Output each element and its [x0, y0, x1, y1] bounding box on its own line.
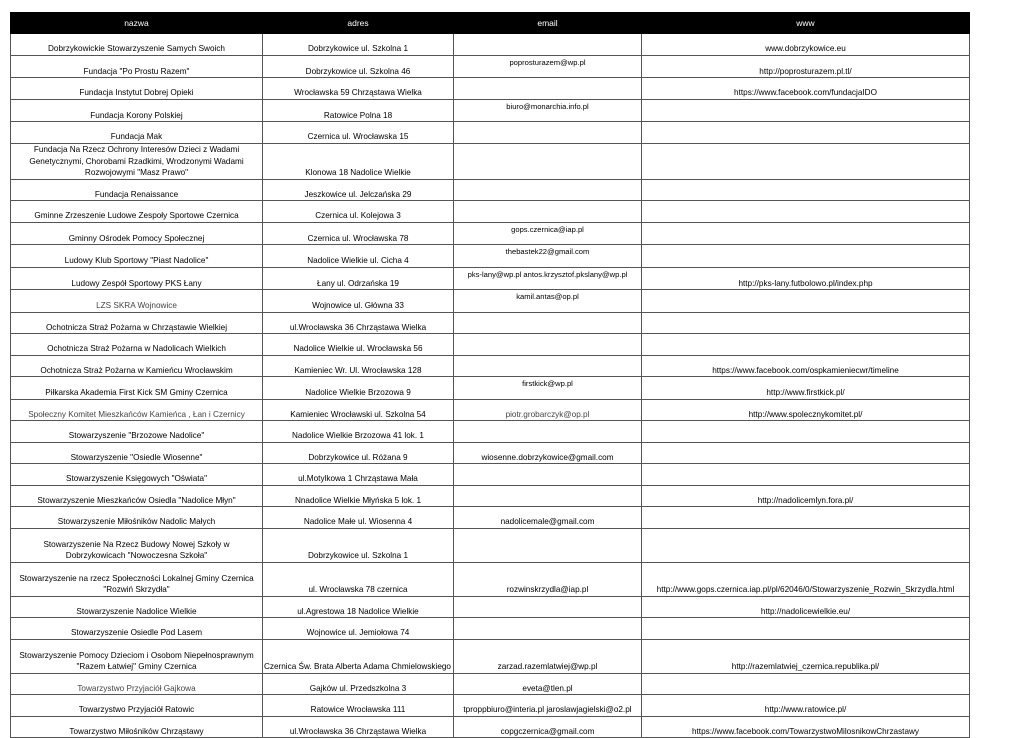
cell-www: http://www.firstkick.pl/ [642, 377, 970, 400]
cell-adres: Nnadolice Wielkie Młyńska 5 lok. 1 [263, 485, 454, 507]
table-row [11, 34, 970, 56]
cell-nazwa: Stowarzyszenie Mieszkańców Osiedla "Nadolice Młyn" [11, 485, 263, 507]
table-row [11, 485, 970, 507]
cell-email: tproppbiuro@interia.pl jaroslawjagielski@o2.pl [454, 695, 642, 717]
cell-email [454, 143, 642, 179]
cell-www [642, 122, 970, 144]
table-row [11, 528, 970, 562]
cell-email: biuro@monarchia.info.pl [454, 99, 642, 122]
cell-email: kamil.antas@op.pl [454, 290, 642, 313]
cell-email: zarzad.razemlatwiej@wp.pl [454, 639, 642, 673]
cell-nazwa: Stowarzyszenie "Osiedle Wiosenne" [11, 442, 263, 464]
cell-www [642, 99, 970, 122]
table-row [11, 122, 970, 144]
cell-adres: Kamieniec Wr. Ul. Wrocławska 128 [263, 355, 454, 377]
cell-nazwa: Stowarzyszenie Osiedle Pod Lasem [11, 618, 263, 640]
cell-www [642, 507, 970, 529]
cell-email [454, 618, 642, 640]
cell-adres: Ratowice Wrocławska 111 [263, 695, 454, 717]
cell-adres: ul. Wrocławska 78 czernica [263, 562, 454, 596]
cell-www: http://www.spolecznykomitet.pl/ [642, 399, 970, 421]
cell-www [642, 334, 970, 356]
cell-adres: Czernica ul. Kolejowa 3 [263, 201, 454, 223]
table-row [11, 562, 970, 596]
cell-nazwa: Ochotnicza Straż Pożarna w Chrząstawie Wielkiej [11, 312, 263, 334]
header-adres: adres [263, 13, 454, 34]
table-row [11, 596, 970, 618]
cell-adres: Klonowa 18 Nadolice Wielkie [263, 143, 454, 179]
table-row [11, 222, 970, 245]
table-row [11, 99, 970, 122]
table-row [11, 245, 970, 268]
cell-email [454, 78, 642, 100]
cell-nazwa: Towarzystwo Przyjaciół Ratowic [11, 695, 263, 717]
cell-adres: Nadolice Wielkie ul. Cicha 4 [263, 245, 454, 268]
cell-adres: Czernica ul. Wrocławska 78 [263, 222, 454, 245]
table-row [11, 639, 970, 673]
cell-adres: ul.Wrocławska 36 Chrząstawa Wielka [263, 312, 454, 334]
cell-email [454, 355, 642, 377]
cell-adres: Czernica Św. Brata Alberta Adama Chmielowskiego [263, 639, 454, 673]
cell-adres: Czernica ul. Wrocławska 15 [263, 122, 454, 144]
cell-www: http://nadolicewielkie.eu/ [642, 596, 970, 618]
cell-www: https://www.facebook.com/ospkamieniecwr/timeline [642, 355, 970, 377]
cell-www [642, 245, 970, 268]
table-row [11, 179, 970, 201]
cell-www: http://www.gops.czernica.iap.pl/pl/62046/0/Stowarzyszenie_Rozwin_Skrzydla.html [642, 562, 970, 596]
cell-email [454, 334, 642, 356]
cell-www [642, 673, 970, 695]
cell-adres: Nadolice Wielkie Brzozowa 41 lok. 1 [263, 421, 454, 443]
cell-nazwa: Towarzystwo Przyjaciół Gajkowa [11, 673, 263, 695]
cell-email [454, 34, 642, 56]
header-email: email [454, 13, 642, 34]
cell-email: piotr.grobarczyk@op.pl [454, 399, 642, 421]
cell-www: http://pks-lany.futbolowo.pl/index.php [642, 267, 970, 290]
cell-nazwa: Dobrzykowickie Stowarzyszenie Samych Swoich [11, 34, 263, 56]
cell-nazwa: Ochotnicza Straż Pożarna w Nadolicach Wielkich [11, 334, 263, 356]
table-row [11, 716, 970, 738]
cell-email [454, 528, 642, 562]
header-www: www [642, 13, 970, 34]
cell-www [642, 464, 970, 486]
table-row [11, 143, 970, 179]
cell-adres: ul.Wrocławska 36 Chrząstawa Wielka [263, 716, 454, 738]
cell-adres: Gajków ul. Przedszkolna 3 [263, 673, 454, 695]
cell-email: poprosturazem@wp.pl [454, 55, 642, 78]
cell-email [454, 122, 642, 144]
cell-nazwa: Stowarzyszenie Na Rzecz Budowy Nowej Szkoły w Dobrzykowicach "Nowoczesna Szkoła" [11, 528, 263, 562]
cell-nazwa: Stowarzyszenie Miłośników Nadolic Małych [11, 507, 263, 529]
cell-adres: Nadolice Wielkie Brzozowa 9 [263, 377, 454, 400]
cell-nazwa: Gminne Zrzeszenie Ludowe Zespoły Sportowe Czernica [11, 201, 263, 223]
table-row [11, 464, 970, 486]
cell-www: http://poprosturazem.pl.tl/ [642, 55, 970, 78]
cell-email: eveta@tlen.pl [454, 673, 642, 695]
cell-nazwa: Społeczny Komitet Mieszkańców Kamieńca , Łan i Czernicy [11, 399, 263, 421]
cell-email: firstkick@wp.pl [454, 377, 642, 400]
table-row [11, 312, 970, 334]
table-header [11, 13, 970, 34]
table-body [11, 34, 970, 738]
table-row [11, 290, 970, 313]
header-nazwa: nazwa [11, 13, 263, 34]
organizations-table [10, 12, 970, 738]
cell-www: https://www.facebook.com/TowarzystwoMilosnikowChrzastawy [642, 716, 970, 738]
cell-email [454, 312, 642, 334]
table-row [11, 442, 970, 464]
spreadsheet [10, 12, 969, 738]
cell-nazwa: LZS SKRA Wojnowice [11, 290, 263, 313]
cell-email: wiosenne.dobrzykowice@gmail.com [454, 442, 642, 464]
cell-nazwa: Stowarzyszenie Nadolice Wielkie [11, 596, 263, 618]
cell-nazwa: Fundacja "Po Prostu Razem" [11, 55, 263, 78]
cell-adres: Dobrzykowice ul. Szkolna 46 [263, 55, 454, 78]
header-row [11, 13, 970, 34]
cell-www: http://www.ratowice.pl/ [642, 695, 970, 717]
cell-www: https://www.facebook.com/fundacjaIDO [642, 78, 970, 100]
cell-email [454, 596, 642, 618]
cell-adres: Kamieniec Wrocławski ul. Szkolna 54 [263, 399, 454, 421]
cell-email: rozwinskrzydla@iap.pl [454, 562, 642, 596]
cell-email: thebastek22@gmail.com [454, 245, 642, 268]
cell-www [642, 312, 970, 334]
cell-email [454, 421, 642, 443]
cell-nazwa: Fundacja Na Rzecz Ochrony Interesów Dzieci z Wadami Genetycznymi, Chorobami Rzadkimi, Wrodzonymi Wadami Rozwojowymi "Masz Prawo" [11, 143, 263, 179]
cell-www [642, 528, 970, 562]
cell-nazwa: Fundacja Renaissance [11, 179, 263, 201]
cell-nazwa: Stowarzyszenie Pomocy Dzieciom i Osobom Niepełnosprawnym "Razem Łatwiej" Gminy Czernica [11, 639, 263, 673]
cell-adres: Dobrzykowice ul. Szkolna 1 [263, 34, 454, 56]
cell-email [454, 464, 642, 486]
table-row [11, 355, 970, 377]
table-row [11, 55, 970, 78]
cell-email: pks-lany@wp.pl antos.krzysztof.pkslany@wp.pl [454, 267, 642, 290]
cell-adres: Ratowice Polna 18 [263, 99, 454, 122]
cell-www: www.dobrzykowice.eu [642, 34, 970, 56]
cell-adres: Jeszkowice ul. Jelczańska 29 [263, 179, 454, 201]
cell-nazwa: Gminny Ośrodek Pomocy Społecznej [11, 222, 263, 245]
cell-email [454, 179, 642, 201]
cell-email [454, 485, 642, 507]
table-row [11, 673, 970, 695]
cell-email: gops.czernica@iap.pl [454, 222, 642, 245]
cell-nazwa: Ochotnicza Straż Pożarna w Kamieńcu Wrocławskim [11, 355, 263, 377]
cell-adres: Nadolice Wielkie ul. Wrocławska 56 [263, 334, 454, 356]
cell-www: http://razemlatwiej_czernica.republika.pl/ [642, 639, 970, 673]
table-row [11, 78, 970, 100]
cell-nazwa: Ludowy Klub Sportowy "Piast Nadolice" [11, 245, 263, 268]
cell-email: nadolicemale@gmail.com [454, 507, 642, 529]
cell-nazwa: Stowarzyszenie Księgowych "Oświata" [11, 464, 263, 486]
cell-adres: Wrocławska 59 Chrząstawa Wielka [263, 78, 454, 100]
cell-adres: Wojnowice ul. Główna 33 [263, 290, 454, 313]
cell-www [642, 442, 970, 464]
cell-nazwa: Fundacja Mak [11, 122, 263, 144]
cell-www [642, 618, 970, 640]
cell-adres: ul.Motylkowa 1 Chrząstawa Mała [263, 464, 454, 486]
cell-adres: Łany ul. Odrzańska 19 [263, 267, 454, 290]
table-row [11, 267, 970, 290]
cell-adres: Nadolice Małe ul. Wiosenna 4 [263, 507, 454, 529]
table-row [11, 334, 970, 356]
cell-www [642, 143, 970, 179]
cell-email: copgczernica@gmail.com [454, 716, 642, 738]
cell-adres: Dobrzykowice ul. Szkolna 1 [263, 528, 454, 562]
cell-www: http://nadolicemlyn.fora.pl/ [642, 485, 970, 507]
table-row [11, 421, 970, 443]
table-row [11, 695, 970, 717]
cell-www [642, 290, 970, 313]
cell-nazwa: Stowarzyszenie "Brzozowe Nadolice" [11, 421, 263, 443]
cell-nazwa: Piłkarska Akademia First Kick SM Gminy Czernica [11, 377, 263, 400]
table-row [11, 399, 970, 421]
cell-email [454, 201, 642, 223]
cell-nazwa: Towarzystwo Miłośników Chrząstawy [11, 716, 263, 738]
cell-adres: Wojnowice ul. Jemiołowa 74 [263, 618, 454, 640]
table-row [11, 201, 970, 223]
cell-adres: ul.Agrestowa 18 Nadolice Wielkie [263, 596, 454, 618]
cell-www [642, 421, 970, 443]
cell-www [642, 201, 970, 223]
cell-adres: Dobrzykowice ul. Różana 9 [263, 442, 454, 464]
cell-nazwa: Fundacja Instytut Dobrej Opieki [11, 78, 263, 100]
cell-www [642, 179, 970, 201]
table-row [11, 377, 970, 400]
table-row [11, 507, 970, 529]
table-row [11, 618, 970, 640]
cell-nazwa: Ludowy Zespół Sportowy PKS Łany [11, 267, 263, 290]
cell-nazwa: Fundacja Korony Polskiej [11, 99, 263, 122]
cell-nazwa: Stowarzyszenie na rzecz Społeczności Lokalnej Gminy Czernica "Rozwiń Skrzydła" [11, 562, 263, 596]
cell-www [642, 222, 970, 245]
